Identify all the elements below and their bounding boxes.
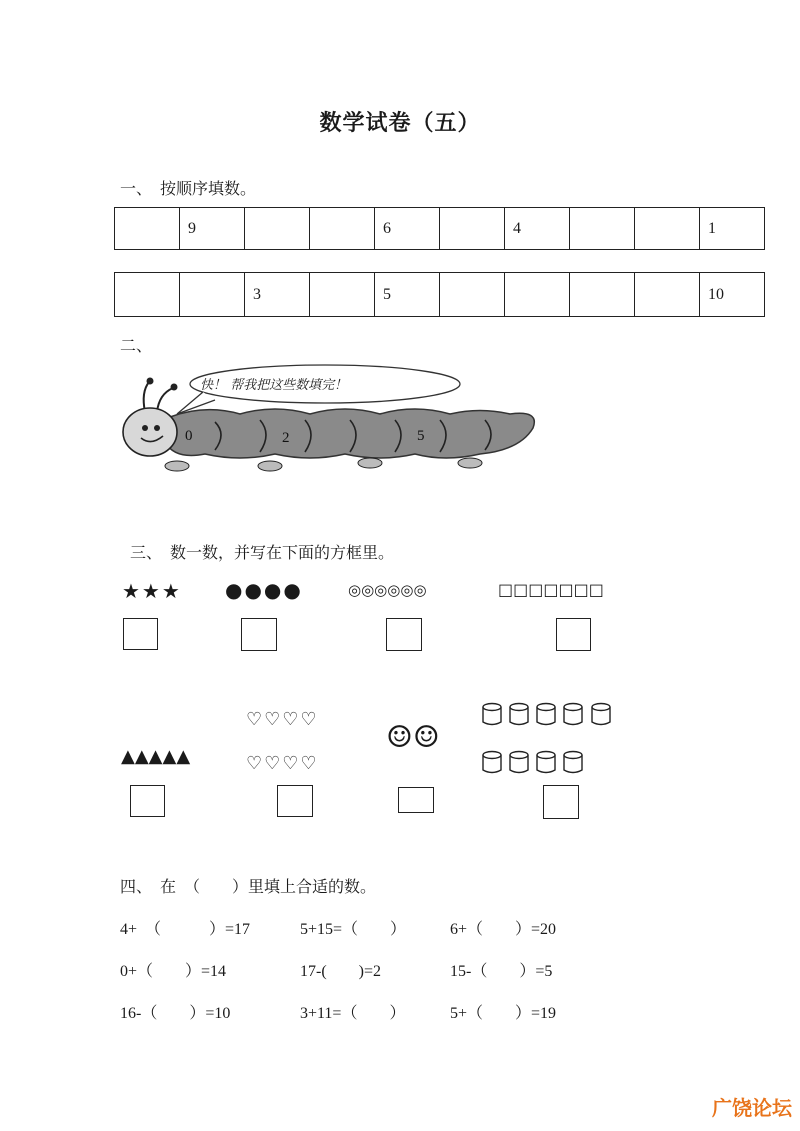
sequence-table-1 [114,207,765,250]
antenna-tip-left [147,378,154,385]
answer-box-squares[interactable] [556,618,591,651]
cylinder-icon [537,752,555,773]
watermark-logo: 广饶论坛 [712,1096,792,1120]
caterpillar-head [123,408,177,456]
smileys-group: ☺☺ [386,720,440,755]
caterpillar-number: 0 [185,428,193,444]
seq2-cell[interactable] [505,273,570,317]
cylinder-icon [483,752,501,773]
equation[interactable]: 15-（ ）=5 [450,963,553,980]
antenna-right [157,388,173,412]
squares-group: □□□□□□□ [498,580,604,599]
answer-box-cylinders[interactable] [543,785,579,819]
speech-bubble-text: 快！ 帮我把这些数填完！ [200,378,348,393]
hearts-row-2: ♡♡♡♡ [246,753,319,774]
answer-box-triangles[interactable] [130,785,165,817]
cylinder-icon [564,704,582,725]
seq1-cell[interactable] [440,208,505,250]
caterpillar-eye [154,425,160,431]
cylinder-icon [510,704,528,725]
answer-box-rings[interactable] [386,618,422,651]
equation[interactable]: 17-( )=2 [300,963,382,980]
antenna-tip-right [171,384,178,391]
equation[interactable]: 3+11=（ ） [300,1005,406,1022]
seq1-cell[interactable] [635,208,700,250]
rings-group: ◎◎◎◎◎◎ [348,581,427,599]
seq1-cell[interactable]: 1 [700,208,765,250]
equation[interactable]: 5+15=（ ） [300,921,407,938]
caterpillar-eye [142,425,148,431]
seq2-cell[interactable] [570,273,635,317]
cylinder-icon [510,752,528,773]
equation[interactable]: 5+（ ）=19 [450,1005,557,1022]
equation[interactable]: 0+（ ）=14 [120,963,227,980]
caterpillar-foot [258,461,282,471]
seq1-cell[interactable] [245,208,310,250]
cylinders-group [480,700,620,780]
seq2-cell[interactable]: 5 [375,273,440,317]
answer-box-smileys[interactable] [398,787,434,813]
seq1-cell[interactable] [570,208,635,250]
caterpillar-foot [165,461,189,471]
sequence-table-2 [114,272,765,317]
seq2-cell[interactable] [115,273,180,317]
seq2-cell[interactable] [440,273,505,317]
stars-group: ★★★ [122,579,182,603]
triangles-group: ▲▲▲▲▲ [121,746,191,767]
equation[interactable]: 16-（ ）=10 [120,1005,231,1022]
cylinder-icon [564,752,582,773]
seq1-cell[interactable] [115,208,180,250]
section1-heading: 一、 按顺序填数。 [120,179,257,198]
section2-heading: 二、 [120,336,153,355]
caterpillar-foot [458,458,482,468]
section3-heading: 三、 数一数，并写在下面的方框里。 [130,543,395,562]
seq2-cell[interactable] [180,273,245,317]
seq2-cell[interactable] [635,273,700,317]
caterpillar-number: 2 [282,430,290,446]
seq2-cell[interactable]: 3 [245,273,310,317]
page-title: 数学试卷（五） [319,110,481,136]
dots-group: ●●●● [225,578,303,602]
answer-box-hearts[interactable] [277,785,313,817]
cylinder-icon [592,704,610,725]
section4-heading: 四、 在 （ ）里填上合适的数。 [120,877,377,896]
caterpillar-number: 5 [417,428,425,444]
seq1-cell[interactable] [310,208,375,250]
hearts-row-1: ♡♡♡♡ [246,709,319,730]
answer-box-stars[interactable] [123,618,158,650]
answer-box-dots[interactable] [241,618,277,651]
seq1-cell[interactable]: 9 [180,208,245,250]
seq2-cell[interactable] [310,273,375,317]
equation[interactable]: 6+（ ）=20 [450,921,557,938]
seq1-cell[interactable]: 6 [375,208,440,250]
seq2-cell[interactable]: 10 [700,273,765,317]
equation[interactable]: 4+ （ ）=17 [120,921,251,938]
cylinder-icon [483,704,501,725]
caterpillar-foot [358,458,382,468]
cylinder-icon [537,704,555,725]
seq1-cell[interactable]: 4 [505,208,570,250]
